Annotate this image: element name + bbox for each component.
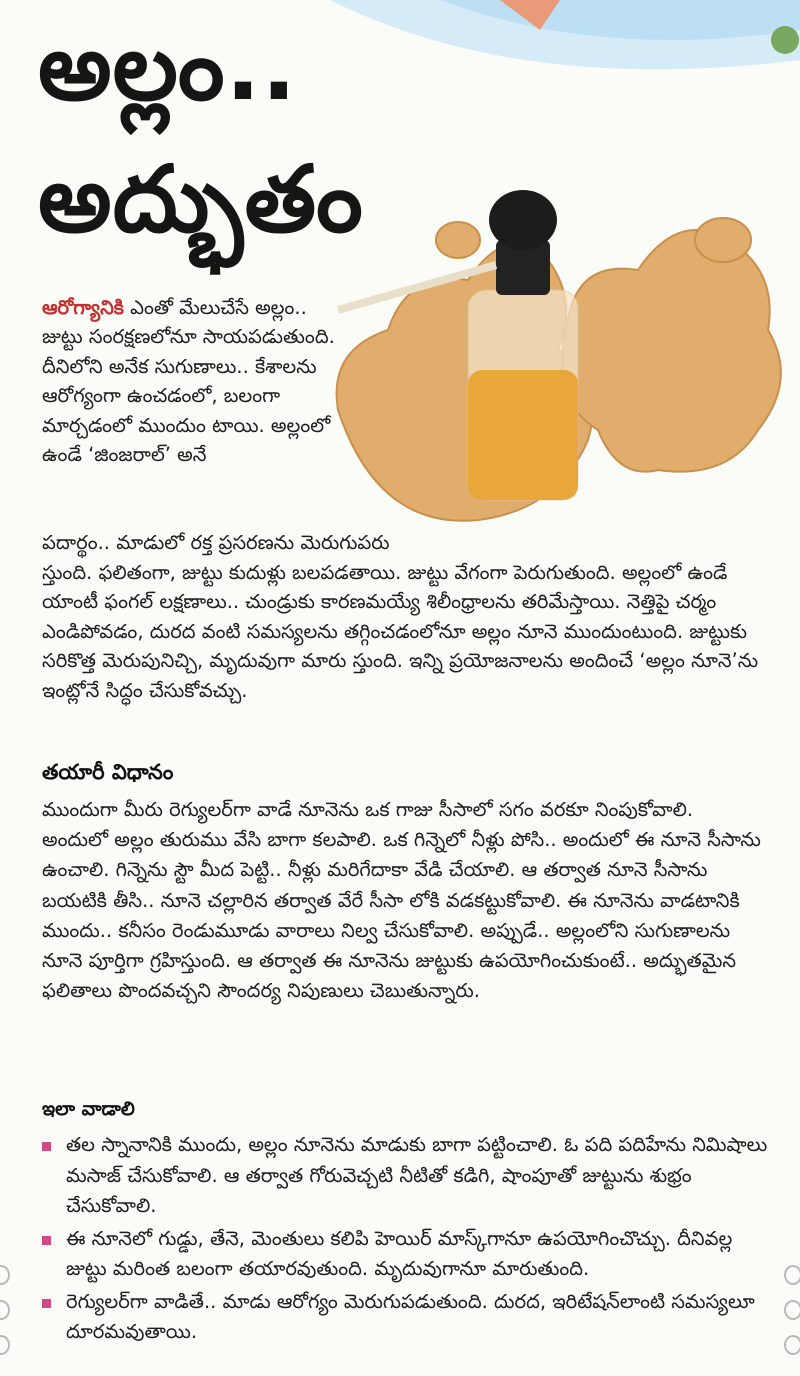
intro-text: ఎంతో మేలుచేసే అల్లం.. జుట్టు సంరక్షణలోనూ సాయపడుతుంది. దీనిలోని అనేక సుగుణాలు.. కేశాలను ఆరోగ్యంగా ఉంచడంలో, బలంగా మార్చడంలో ముందుం టాయి. అల్లంలో ఉండే ‘జింజరాల్’ అనే bbox=[42, 296, 335, 467]
ring-icon bbox=[0, 1335, 10, 1355]
bullet-square-icon bbox=[42, 1299, 51, 1308]
intro-continuation: పదార్థం.. మాడులో రక్త ప్రసరణను మెరుగుపరు bbox=[42, 531, 390, 554]
usage-heading: ఇలా వాడాలి bbox=[42, 1098, 135, 1120]
ring-icon bbox=[784, 1300, 800, 1320]
bullet-square-icon bbox=[42, 1236, 51, 1245]
usage-list bbox=[40, 1130, 770, 1350]
intro-lead-word: ఆరోగ్యానికి bbox=[42, 296, 124, 319]
article-title-line1: అల్లం.. bbox=[38, 14, 298, 121]
preparation-heading: తయారీ విధానం bbox=[42, 760, 174, 784]
list-item bbox=[40, 1287, 770, 1348]
preparation-body: ముందుగా మీరు రెగ్యులర్‌గా వాడే నూనెను ఒక గాజు సీసాలో సగం వరకూ నింపుకోవాలి. అందులో అల్లం తురుము వేసి బాగా కలపాలి. ఒక గిన్నెలో నీళ్లు పోసి.. అందులో ఈ నూనె సీసాను ఉంచాలి. గిన్నెను స్టౌ మీద పెట్టి.. నీళ్లు మరిగేదాకా వేడి చేయాలి. ఆ తర్వాత నూనె సీసాను బయటికి తీసి.. నూనె చల్లారిన తర్వాత వేరే సీసా లోకి వడకట్టుకోవాలి. ఈ నూనెను వాడటానికి ముందు.. కనీసం రెండుమూడు వారాలు నిల్వ చేసుకోవాలి. అప్పుడే.. అల్లంలోని సుగుణాలను నూనె పూర్తిగా గ్రహిస్తుంది. ఆ తర్వాత ఈ నూనెను జుట్టుకు ఉపయోగించుకుంటే.. అద్భుతమైన ఫలితాలు పొందవచ్చని సౌందర్య నిపుణులు చెబుతున్నారు. bbox=[42, 798, 761, 1003]
list-item bbox=[40, 1130, 770, 1222]
ring-icon bbox=[0, 1265, 10, 1285]
ring-icon bbox=[784, 1265, 800, 1285]
intro-paragraph bbox=[42, 293, 342, 469]
list-item-text: తల స్నానానికి ముందు, అల్లం నూనెను మాడుకు బాగా పట్టించాలి. ఓ పది పదిహేను నిమిషాలు మసాజ్ చేసుకోవాలి. ఆ తర్వాత గోరువెచ్చటి నీటితో కడిగి, షాంపూతో జుట్టును శుభ్రం చేసుకోవాలి. bbox=[66, 1133, 768, 1217]
intro-continuation-2: స్తుంది. ఫలితంగా, జుట్టు కుదుళ్లు బలపడతాయి. జుట్టు వేగంగా పెరుగుతుంది. అల్లంలో ఉండే యాంటీ ఫంగల్ లక్షణాలు.. చుండ్రుకు కారణమయ్యే శిలీంధ్రాలను తరిమేస్తాయి. నెత్తిపై చర్మం ఎండిపోవడం, దురద వంటి సమస్యలను తగ్గించడంలోనూ అల్లం నూనె ముందుంటుంది. జుట్టుకు సరికొత్త మెరుపునిచ్చి, మృదువుగా మారు స్తుంది. ఇన్ని ప్రయోజనాలను అందించే ‘అల్లం నూనె’ను ఇంట్లోనే సిద్ధం చేసుకోవచ్చు. bbox=[42, 561, 759, 702]
bullet-square-icon bbox=[42, 1142, 51, 1151]
list-item bbox=[40, 1224, 770, 1285]
list-item-text: ఈ నూనెలో గుడ్డు, తేనె, మెంతులు కలిపి హెయిర్ మాస్క్‌గానూ ఉపయోగించొచ్చు. దీనివల్ల జుట్టు మరింత బలంగా తయారవుతుంది. మృదువుగానూ మారుతుంది. bbox=[66, 1226, 733, 1280]
ginger-oil-image bbox=[318, 180, 798, 540]
article-title-line2: అద్భుతం bbox=[38, 146, 364, 253]
list-item-text: రెగ్యులర్‌గా వాడితే.. మాడు ఆరోగ్యం మెరుగుపడుతుంది. దురద, ఇరిటేషన్‌లాంటి సమస్యలూ దూరమవుతాయి. bbox=[66, 1289, 755, 1343]
ring-icon bbox=[0, 1300, 10, 1320]
ring-icon bbox=[784, 1335, 800, 1355]
